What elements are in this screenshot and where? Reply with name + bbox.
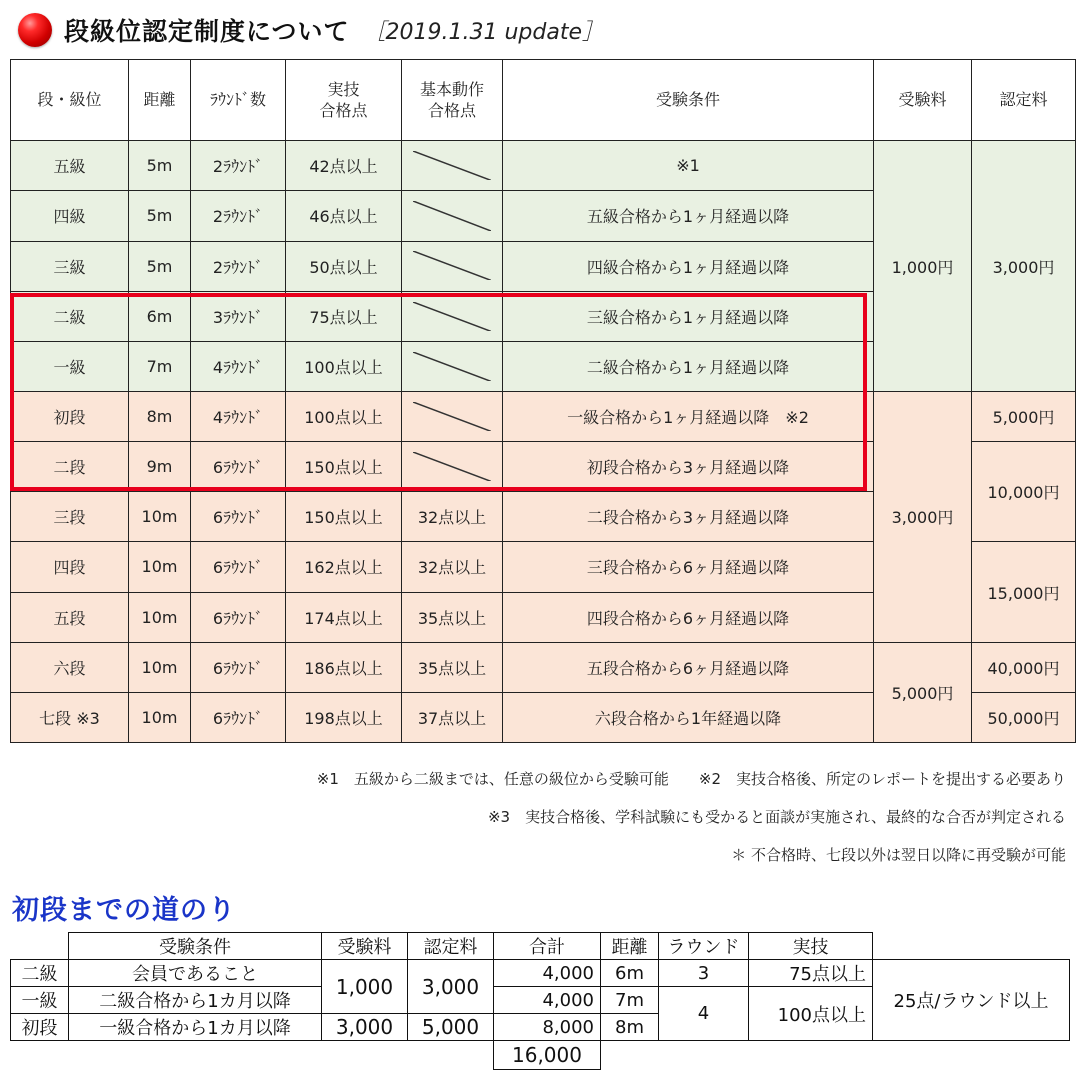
bt-rank: 初段 bbox=[10, 1013, 69, 1041]
bt-header-exam-fee: 受験料 bbox=[321, 932, 408, 960]
practical-cell: 186点以上 bbox=[286, 642, 402, 692]
rounds-cell: 6ﾗｳﾝﾄﾞ bbox=[191, 442, 286, 492]
header-basic: 基本動作 合格点 bbox=[402, 60, 503, 141]
header-cert-fee: 認定料 bbox=[972, 60, 1076, 141]
rank-certification-table bbox=[10, 59, 1076, 743]
condition-cell: 四級合格から1ヶ月経過以降 bbox=[503, 241, 874, 291]
bt-cert-fee-merged: 3,000 bbox=[407, 959, 494, 1014]
condition-cell: 四段合格から6ヶ月経過以降 bbox=[503, 592, 874, 642]
basic-cell-empty bbox=[402, 241, 503, 291]
bt-distance: 8m bbox=[600, 1013, 659, 1041]
condition-cell: 六段合格から1年経過以降 bbox=[503, 692, 874, 742]
condition-cell: 一級合格から1ヶ月経過以降 ※2 bbox=[503, 391, 874, 441]
page-title: 段級位認定制度について bbox=[64, 17, 350, 46]
bt-grand-total: 16,000 bbox=[493, 1040, 601, 1070]
condition-cell: 三段合格から6ヶ月経過以降 bbox=[503, 542, 874, 592]
note-2: ※3 実技合格後、学科試験にも受かると面談が実施され、最終的な合否が判定される bbox=[487, 808, 1066, 826]
cert-fee-rokudan: 40,000円 bbox=[972, 642, 1076, 692]
condition-cell: 五段合格から6ヶ月経過以降 bbox=[503, 642, 874, 692]
rounds-cell: 2ﾗｳﾝﾄﾞ bbox=[191, 141, 286, 191]
note-3: ＊ 不合格時、七段以外は翌日以降に再受験が可能 bbox=[731, 846, 1066, 864]
condition-cell: 五級合格から1ヶ月経過以降 bbox=[503, 191, 874, 241]
bt-round-top: 3 bbox=[658, 959, 749, 987]
condition-cell: ※1 bbox=[503, 141, 874, 191]
header-exam-fee: 受験料 bbox=[874, 60, 972, 141]
rounds-cell: 4ﾗｳﾝﾄﾞ bbox=[191, 341, 286, 391]
basic-cell: 35点以上 bbox=[402, 592, 503, 642]
basic-cell: 35点以上 bbox=[402, 642, 503, 692]
page-header bbox=[18, 6, 604, 54]
distance-cell: 6m bbox=[129, 291, 191, 341]
rounds-cell: 6ﾗｳﾝﾄﾞ bbox=[191, 492, 286, 542]
distance-cell: 8m bbox=[129, 391, 191, 441]
rounds-cell: 6ﾗｳﾝﾄﾞ bbox=[191, 542, 286, 592]
practical-cell: 174点以上 bbox=[286, 592, 402, 642]
rounds-cell: 4ﾗｳﾝﾄﾞ bbox=[191, 391, 286, 441]
distance-cell: 5m bbox=[129, 241, 191, 291]
bt-total: 4,000 bbox=[493, 959, 601, 987]
practical-cell: 46点以上 bbox=[286, 191, 402, 241]
distance-cell: 7m bbox=[129, 341, 191, 391]
distance-cell: 5m bbox=[129, 141, 191, 191]
red-bullet-icon bbox=[18, 13, 52, 47]
basic-cell-empty bbox=[402, 291, 503, 341]
cert-fee-kyu: 3,000円 bbox=[972, 141, 1076, 392]
rounds-cell: 6ﾗｳﾝﾄﾞ bbox=[191, 642, 286, 692]
header-rounds: ﾗｳﾝﾄﾞ数 bbox=[191, 60, 286, 141]
rank-cell: 五段 bbox=[11, 592, 129, 642]
basic-cell-empty bbox=[402, 191, 503, 241]
section-subtitle: 初段までの道のり bbox=[12, 895, 236, 926]
bt-round-bottom: 4 bbox=[658, 986, 749, 1041]
distance-cell: 10m bbox=[129, 542, 191, 592]
table-row bbox=[11, 391, 1076, 441]
basic-cell: 32点以上 bbox=[402, 542, 503, 592]
rank-cell: 四級 bbox=[11, 191, 129, 241]
distance-cell: 9m bbox=[129, 442, 191, 492]
practical-cell: 162点以上 bbox=[286, 542, 402, 592]
bt-condition: 会員であること bbox=[68, 959, 322, 987]
bt-header-condition: 受験条件 bbox=[68, 932, 322, 960]
basic-cell: 32点以上 bbox=[402, 492, 503, 542]
bt-exam-fee: 3,000 bbox=[321, 1013, 408, 1041]
distance-cell: 10m bbox=[129, 492, 191, 542]
rounds-cell: 6ﾗｳﾝﾄﾞ bbox=[191, 592, 286, 642]
exam-fee-dan-low: 3,000円 bbox=[874, 391, 972, 642]
table-row bbox=[11, 642, 1076, 692]
distance-cell: 10m bbox=[129, 642, 191, 692]
bt-per-round: 25点/ラウンド以上 bbox=[872, 959, 1070, 1041]
bt-total: 8,000 bbox=[493, 1013, 601, 1041]
header-condition: 受験条件 bbox=[503, 60, 874, 141]
cert-fee-yondan-godan: 15,000円 bbox=[972, 542, 1076, 642]
rank-cell: 二段 bbox=[11, 442, 129, 492]
basic-cell-empty bbox=[402, 341, 503, 391]
update-date: ［2019.1.31 update］ bbox=[363, 19, 604, 45]
bt-header-cert-fee: 認定料 bbox=[407, 932, 494, 960]
exam-fee-dan-high: 5,000円 bbox=[874, 642, 972, 742]
practical-cell: 100点以上 bbox=[286, 341, 402, 391]
bt-rank: 二級 bbox=[10, 959, 69, 987]
rank-cell: 二級 bbox=[11, 291, 129, 341]
header-practical: 実技 合格点 bbox=[286, 60, 402, 141]
rank-cell: 三級 bbox=[11, 241, 129, 291]
bt-cert-fee: 5,000 bbox=[407, 1013, 494, 1041]
bt-exam-fee-merged: 1,000 bbox=[321, 959, 408, 1014]
header-rank: 段・級位 bbox=[11, 60, 129, 141]
practical-cell: 150点以上 bbox=[286, 442, 402, 492]
rounds-cell: 6ﾗｳﾝﾄﾞ bbox=[191, 692, 286, 742]
practical-cell: 75点以上 bbox=[286, 291, 402, 341]
rank-cell: 七段 ※3 bbox=[11, 692, 129, 742]
distance-cell: 10m bbox=[129, 592, 191, 642]
bt-condition: 一級合格から1カ月以降 bbox=[68, 1013, 322, 1041]
rounds-cell: 2ﾗｳﾝﾄﾞ bbox=[191, 191, 286, 241]
rank-cell: 五級 bbox=[11, 141, 129, 191]
rank-cell: 一級 bbox=[11, 341, 129, 391]
rank-cell: 四段 bbox=[11, 542, 129, 592]
bt-distance: 7m bbox=[600, 986, 659, 1014]
bt-header-round: ラウンド bbox=[658, 932, 749, 960]
basic-cell-empty bbox=[402, 141, 503, 191]
condition-cell: 三級合格から1ヶ月経過以降 bbox=[503, 291, 874, 341]
exam-fee-kyu: 1,000円 bbox=[874, 141, 972, 392]
condition-cell: 二段合格から3ヶ月経過以降 bbox=[503, 492, 874, 542]
rounds-cell: 2ﾗｳﾝﾄﾞ bbox=[191, 241, 286, 291]
bt-header-distance: 距離 bbox=[600, 932, 659, 960]
rounds-cell: 3ﾗｳﾝﾄﾞ bbox=[191, 291, 286, 341]
bt-practical-top: 75点以上 bbox=[748, 959, 873, 987]
bt-total: 4,000 bbox=[493, 986, 601, 1014]
cert-fee-shodan: 5,000円 bbox=[972, 391, 1076, 441]
rank-cell: 初段 bbox=[11, 391, 129, 441]
cert-fee-nidan-sandan: 10,000円 bbox=[972, 442, 1076, 542]
cert-fee-nanadan: 50,000円 bbox=[972, 692, 1076, 742]
practical-cell: 50点以上 bbox=[286, 241, 402, 291]
basic-cell-empty bbox=[402, 442, 503, 492]
practical-cell: 198点以上 bbox=[286, 692, 402, 742]
condition-cell: 初段合格から3ヶ月経過以降 bbox=[503, 442, 874, 492]
distance-cell: 10m bbox=[129, 692, 191, 742]
practical-cell: 100点以上 bbox=[286, 391, 402, 441]
bt-condition: 二級合格から1カ月以降 bbox=[68, 986, 322, 1014]
header-distance: 距離 bbox=[129, 60, 191, 141]
rank-cell: 三段 bbox=[11, 492, 129, 542]
bt-distance: 6m bbox=[600, 959, 659, 987]
note-1: ※1 五級から二級までは、任意の級位から受験可能 ※2 実技合格後、所定のレポートを提出する必要あり bbox=[316, 770, 1066, 788]
rank-cell: 六段 bbox=[11, 642, 129, 692]
bt-rank: 一級 bbox=[10, 986, 69, 1014]
bt-header-total: 合計 bbox=[493, 932, 601, 960]
practical-cell: 42点以上 bbox=[286, 141, 402, 191]
bt-header-practical: 実技 bbox=[748, 932, 873, 960]
basic-cell-empty bbox=[402, 391, 503, 441]
condition-cell: 二級合格から1ヶ月経過以降 bbox=[503, 341, 874, 391]
table-row bbox=[11, 141, 1076, 191]
distance-cell: 5m bbox=[129, 191, 191, 241]
bt-practical-bottom: 100点以上 bbox=[748, 986, 873, 1041]
basic-cell: 37点以上 bbox=[402, 692, 503, 742]
practical-cell: 150点以上 bbox=[286, 492, 402, 542]
